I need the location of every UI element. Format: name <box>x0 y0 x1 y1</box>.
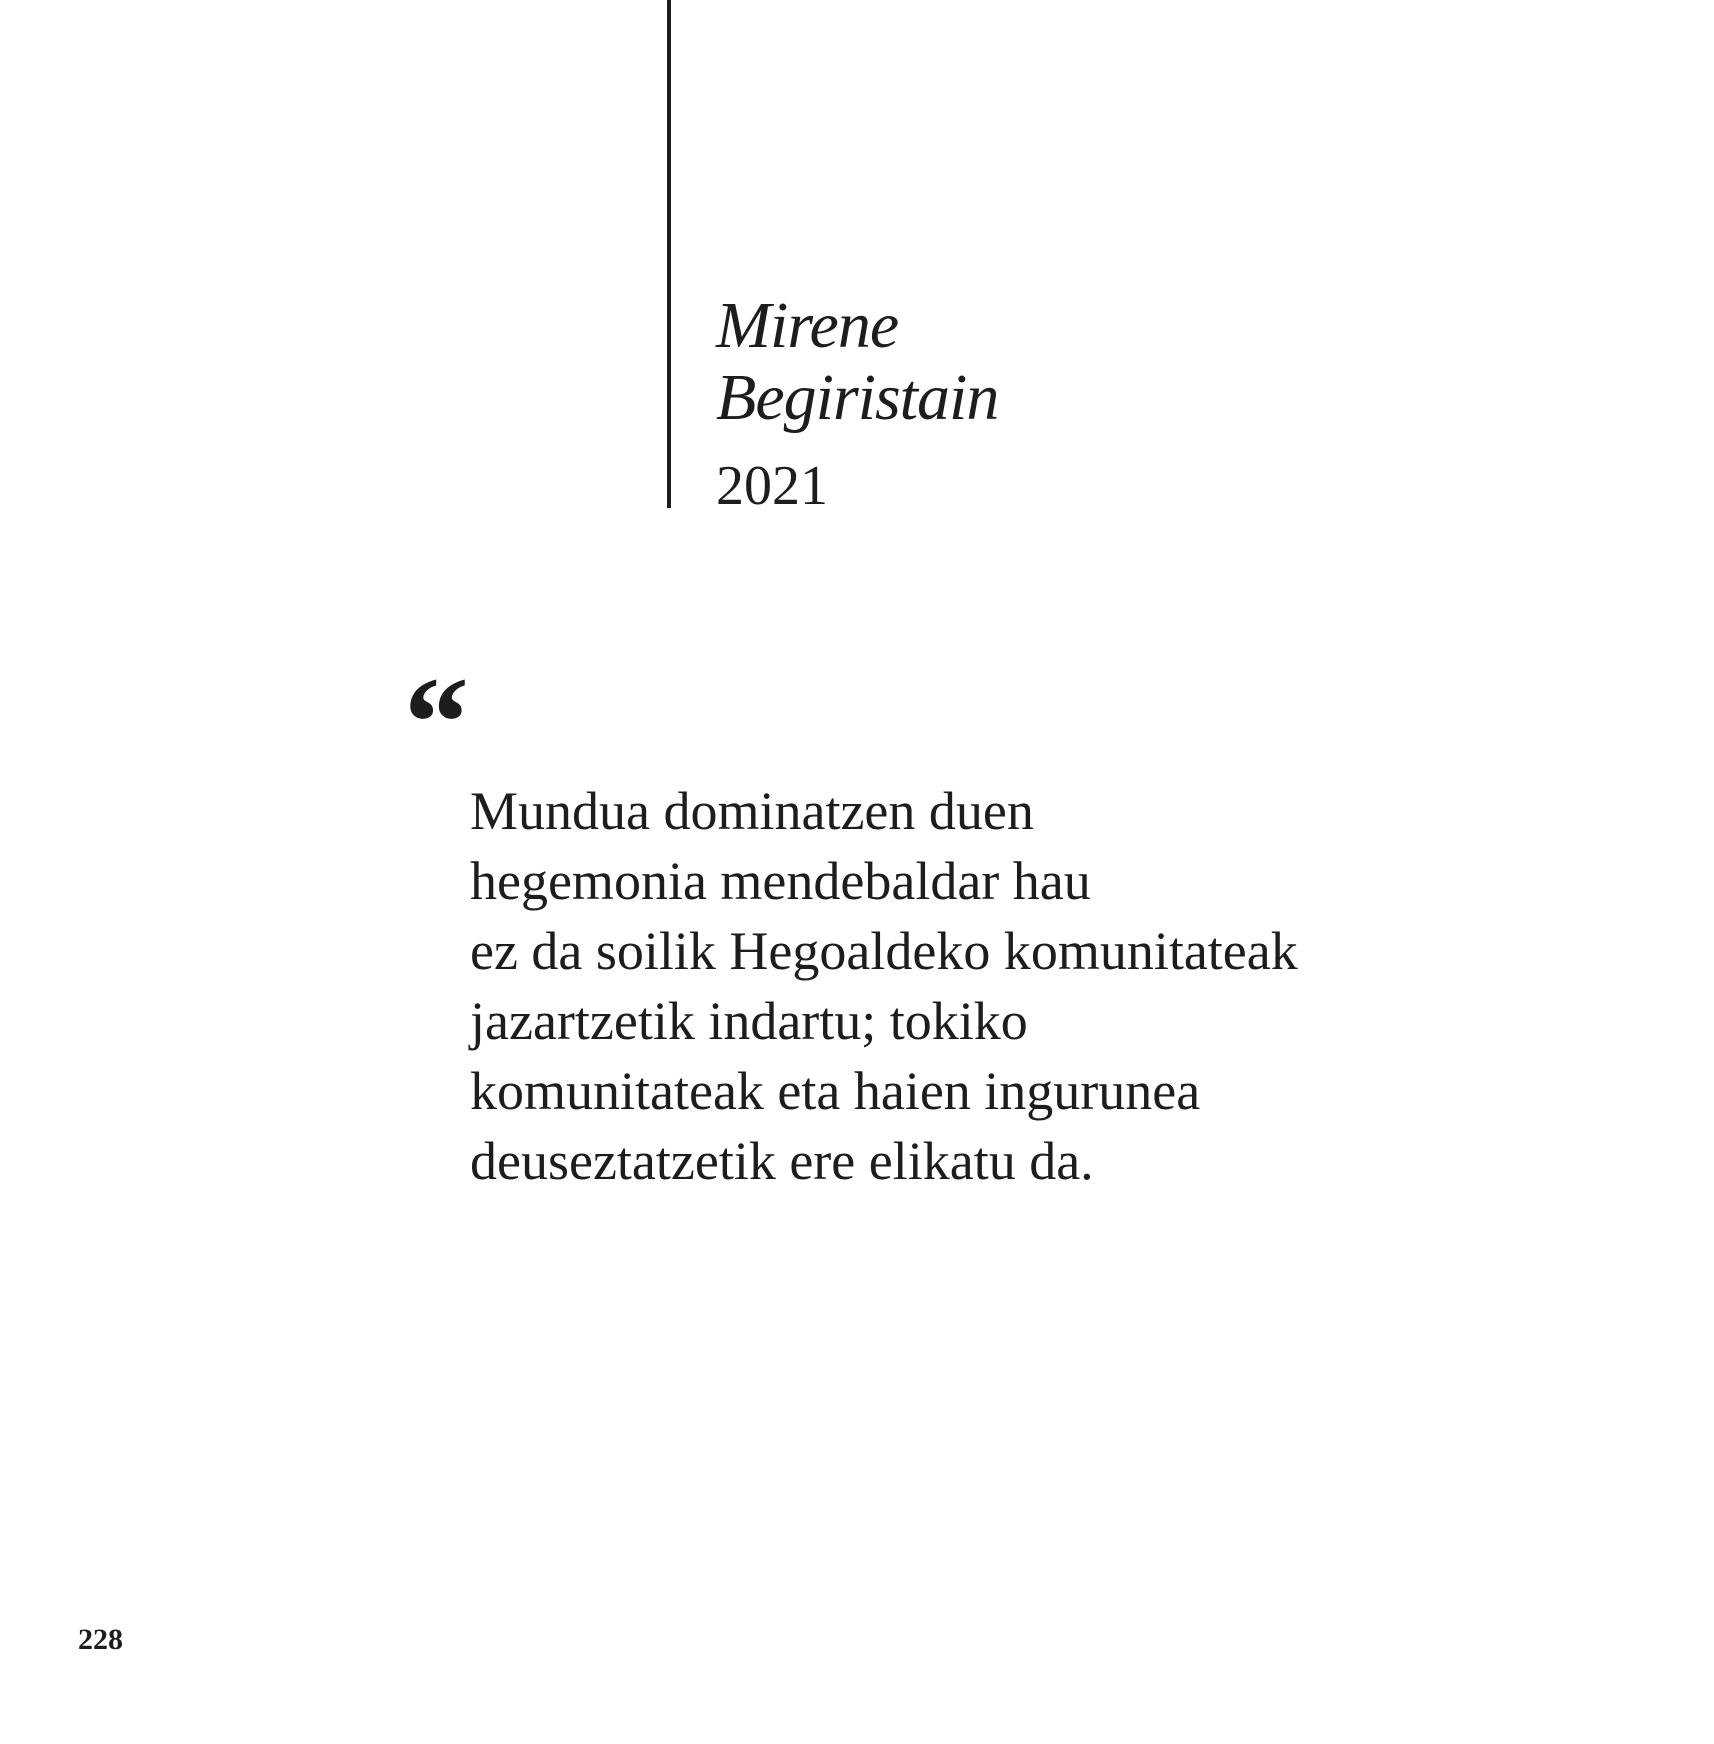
author-first-name: Mirene <box>716 289 899 362</box>
quote-line: deuseztatzetik ere elikatu da. <box>470 1131 1094 1191</box>
quote-line: ez da soilik Hegoaldeko komunitateak <box>470 921 1298 981</box>
page-number: 228 <box>78 1623 123 1656</box>
author-last-name: Begiristain <box>716 361 999 434</box>
author-name <box>716 290 998 434</box>
opening-quote-mark-icon: “ <box>404 651 469 795</box>
quote-text <box>470 776 1298 1196</box>
quote-line: jazartzetik indartu; tokiko <box>470 991 1028 1051</box>
quote-line: komunitateak eta haien ingurunea <box>470 1061 1201 1121</box>
year: 2021 <box>716 455 828 517</box>
quote-line: hegemonia mendebaldar hau <box>470 851 1091 911</box>
quote-line: Mundua dominatzen duen <box>470 781 1034 841</box>
vertical-divider-line <box>667 0 671 508</box>
